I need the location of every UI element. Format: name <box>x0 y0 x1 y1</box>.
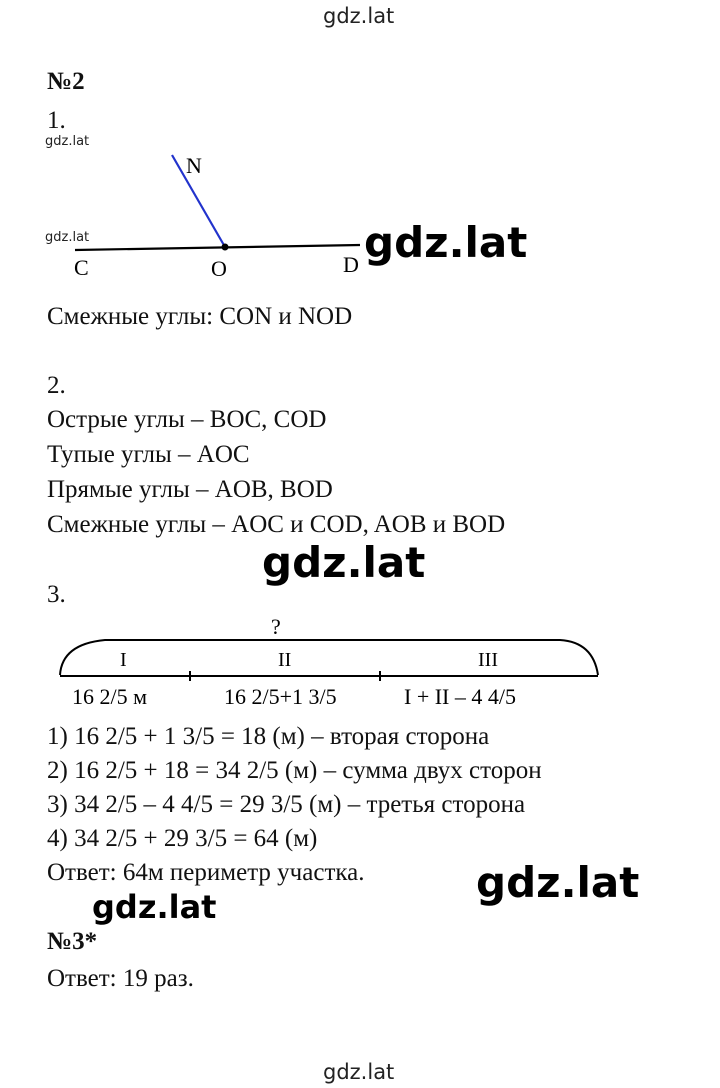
part-3-line-1: 1) 16 2/5 + 1 3/5 = 18 (м) – вторая сторона <box>47 723 490 750</box>
total-brace <box>60 640 598 675</box>
watermark-top: gdz.lat <box>323 4 395 28</box>
watermark-big-1: gdz.lat <box>364 218 528 267</box>
part-3-line-4: 4) 34 2/5 + 29 3/5 = 64 (м) <box>47 825 318 852</box>
part-1-number: 1. <box>47 107 66 134</box>
task-3-answer: Ответ: 19 раз. <box>47 965 194 992</box>
adjacent-angles-diagram <box>0 140 380 285</box>
watermark-big-4: gdz.lat <box>92 888 217 926</box>
label-O: O <box>211 256 227 281</box>
label-C: C <box>74 255 89 280</box>
segment-label-1: I <box>120 649 127 671</box>
part-3-number: 3. <box>47 581 66 608</box>
part-2-line-4: Смежные углы – AOC и COD, AOB и BOD <box>47 511 506 538</box>
segment-label-3: III <box>478 649 498 671</box>
label-N: N <box>186 153 202 178</box>
point-O <box>222 244 229 251</box>
part-2-line-3: Прямые углы – AOB, BOD <box>47 476 333 503</box>
line-CD <box>75 245 360 250</box>
watermark-diagram-1: gdz.lat <box>45 134 90 149</box>
segment-value-2: 16 2/5+1 3/5 <box>224 684 337 709</box>
segment-diagram <box>0 608 620 718</box>
diagram-question-mark: ? <box>271 614 281 639</box>
watermark-big-2: gdz.lat <box>262 538 426 587</box>
part-3-line-3: 3) 34 2/5 – 4 4/5 = 29 3/5 (м) – третья сторона <box>47 791 526 818</box>
segment-value-1: 16 2/5 м <box>72 684 148 709</box>
segment-label-2: II <box>278 649 292 671</box>
watermark-diagram-2: gdz.lat <box>45 230 90 245</box>
part-2-line-1: Острые углы – BOC, COD <box>47 406 327 433</box>
task-2-heading: №2 <box>47 68 85 95</box>
task-3-heading: №3* <box>47 928 98 955</box>
part-2-number: 2. <box>47 372 66 399</box>
part-3-answer: Ответ: 64м периметр участка. <box>47 859 365 886</box>
part-3-line-2: 2) 16 2/5 + 18 = 34 2/5 (м) – сумма двух сторон <box>47 757 542 784</box>
label-D: D <box>343 252 359 277</box>
part-2-line-2: Тупые углы – AOC <box>47 441 250 468</box>
segment-value-3: I + II – 4 4/5 <box>404 684 516 709</box>
watermark-big-3: gdz.lat <box>476 858 640 907</box>
part-1-answer: Смежные углы: CON и NOD <box>47 303 353 330</box>
watermark-bottom: gdz.lat <box>323 1060 395 1084</box>
